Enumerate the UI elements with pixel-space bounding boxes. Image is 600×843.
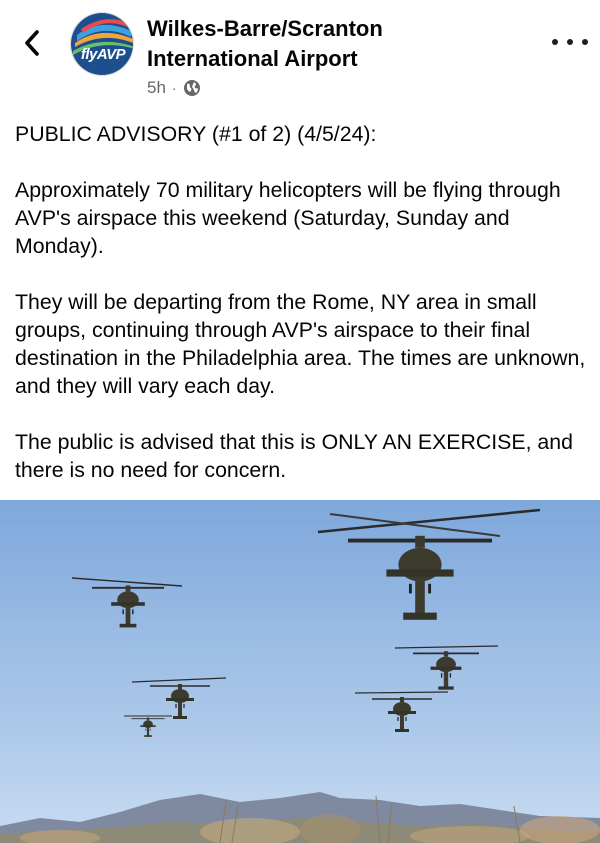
back-button[interactable] [18, 28, 46, 58]
post-paragraph: They will be departing from the Rome, NY area in small groups, continuing through AVP's airspace to their final destination in the Philadelphia area. The times are unknown, and they will vary each day. [15, 290, 586, 398]
avatar-logo-text: flyAVP [80, 46, 126, 63]
post-body [15, 120, 595, 484]
post-header [0, 0, 600, 105]
post-paragraph: The public is advised that this is ONLY AN EXERCISE, and there is no need for concern. [15, 430, 573, 482]
more-options-icon [552, 39, 558, 45]
meta-separator: · [171, 80, 177, 96]
post-meta [147, 76, 201, 100]
more-options-button[interactable] [552, 30, 588, 54]
chevron-left-icon [23, 29, 41, 57]
page-name[interactable] [147, 14, 447, 74]
more-options-dot [567, 39, 573, 45]
globe-icon [183, 79, 201, 97]
post-photo[interactable] [0, 500, 600, 843]
page-name-line2: International Airport [147, 46, 358, 71]
avatar[interactable] [70, 12, 134, 76]
page-name-line1: Wilkes-Barre/Scranton [147, 16, 383, 41]
post-paragraph: Approximately 70 military helicopters will be flying through AVP's airspace this weekend (Saturday, Sunday and Monday). [15, 178, 561, 258]
post-timestamp[interactable]: 5h [147, 78, 166, 97]
post-paragraph: PUBLIC ADVISORY (#1 of 2) (4/5/24): [15, 122, 377, 146]
more-options-dot [582, 39, 588, 45]
